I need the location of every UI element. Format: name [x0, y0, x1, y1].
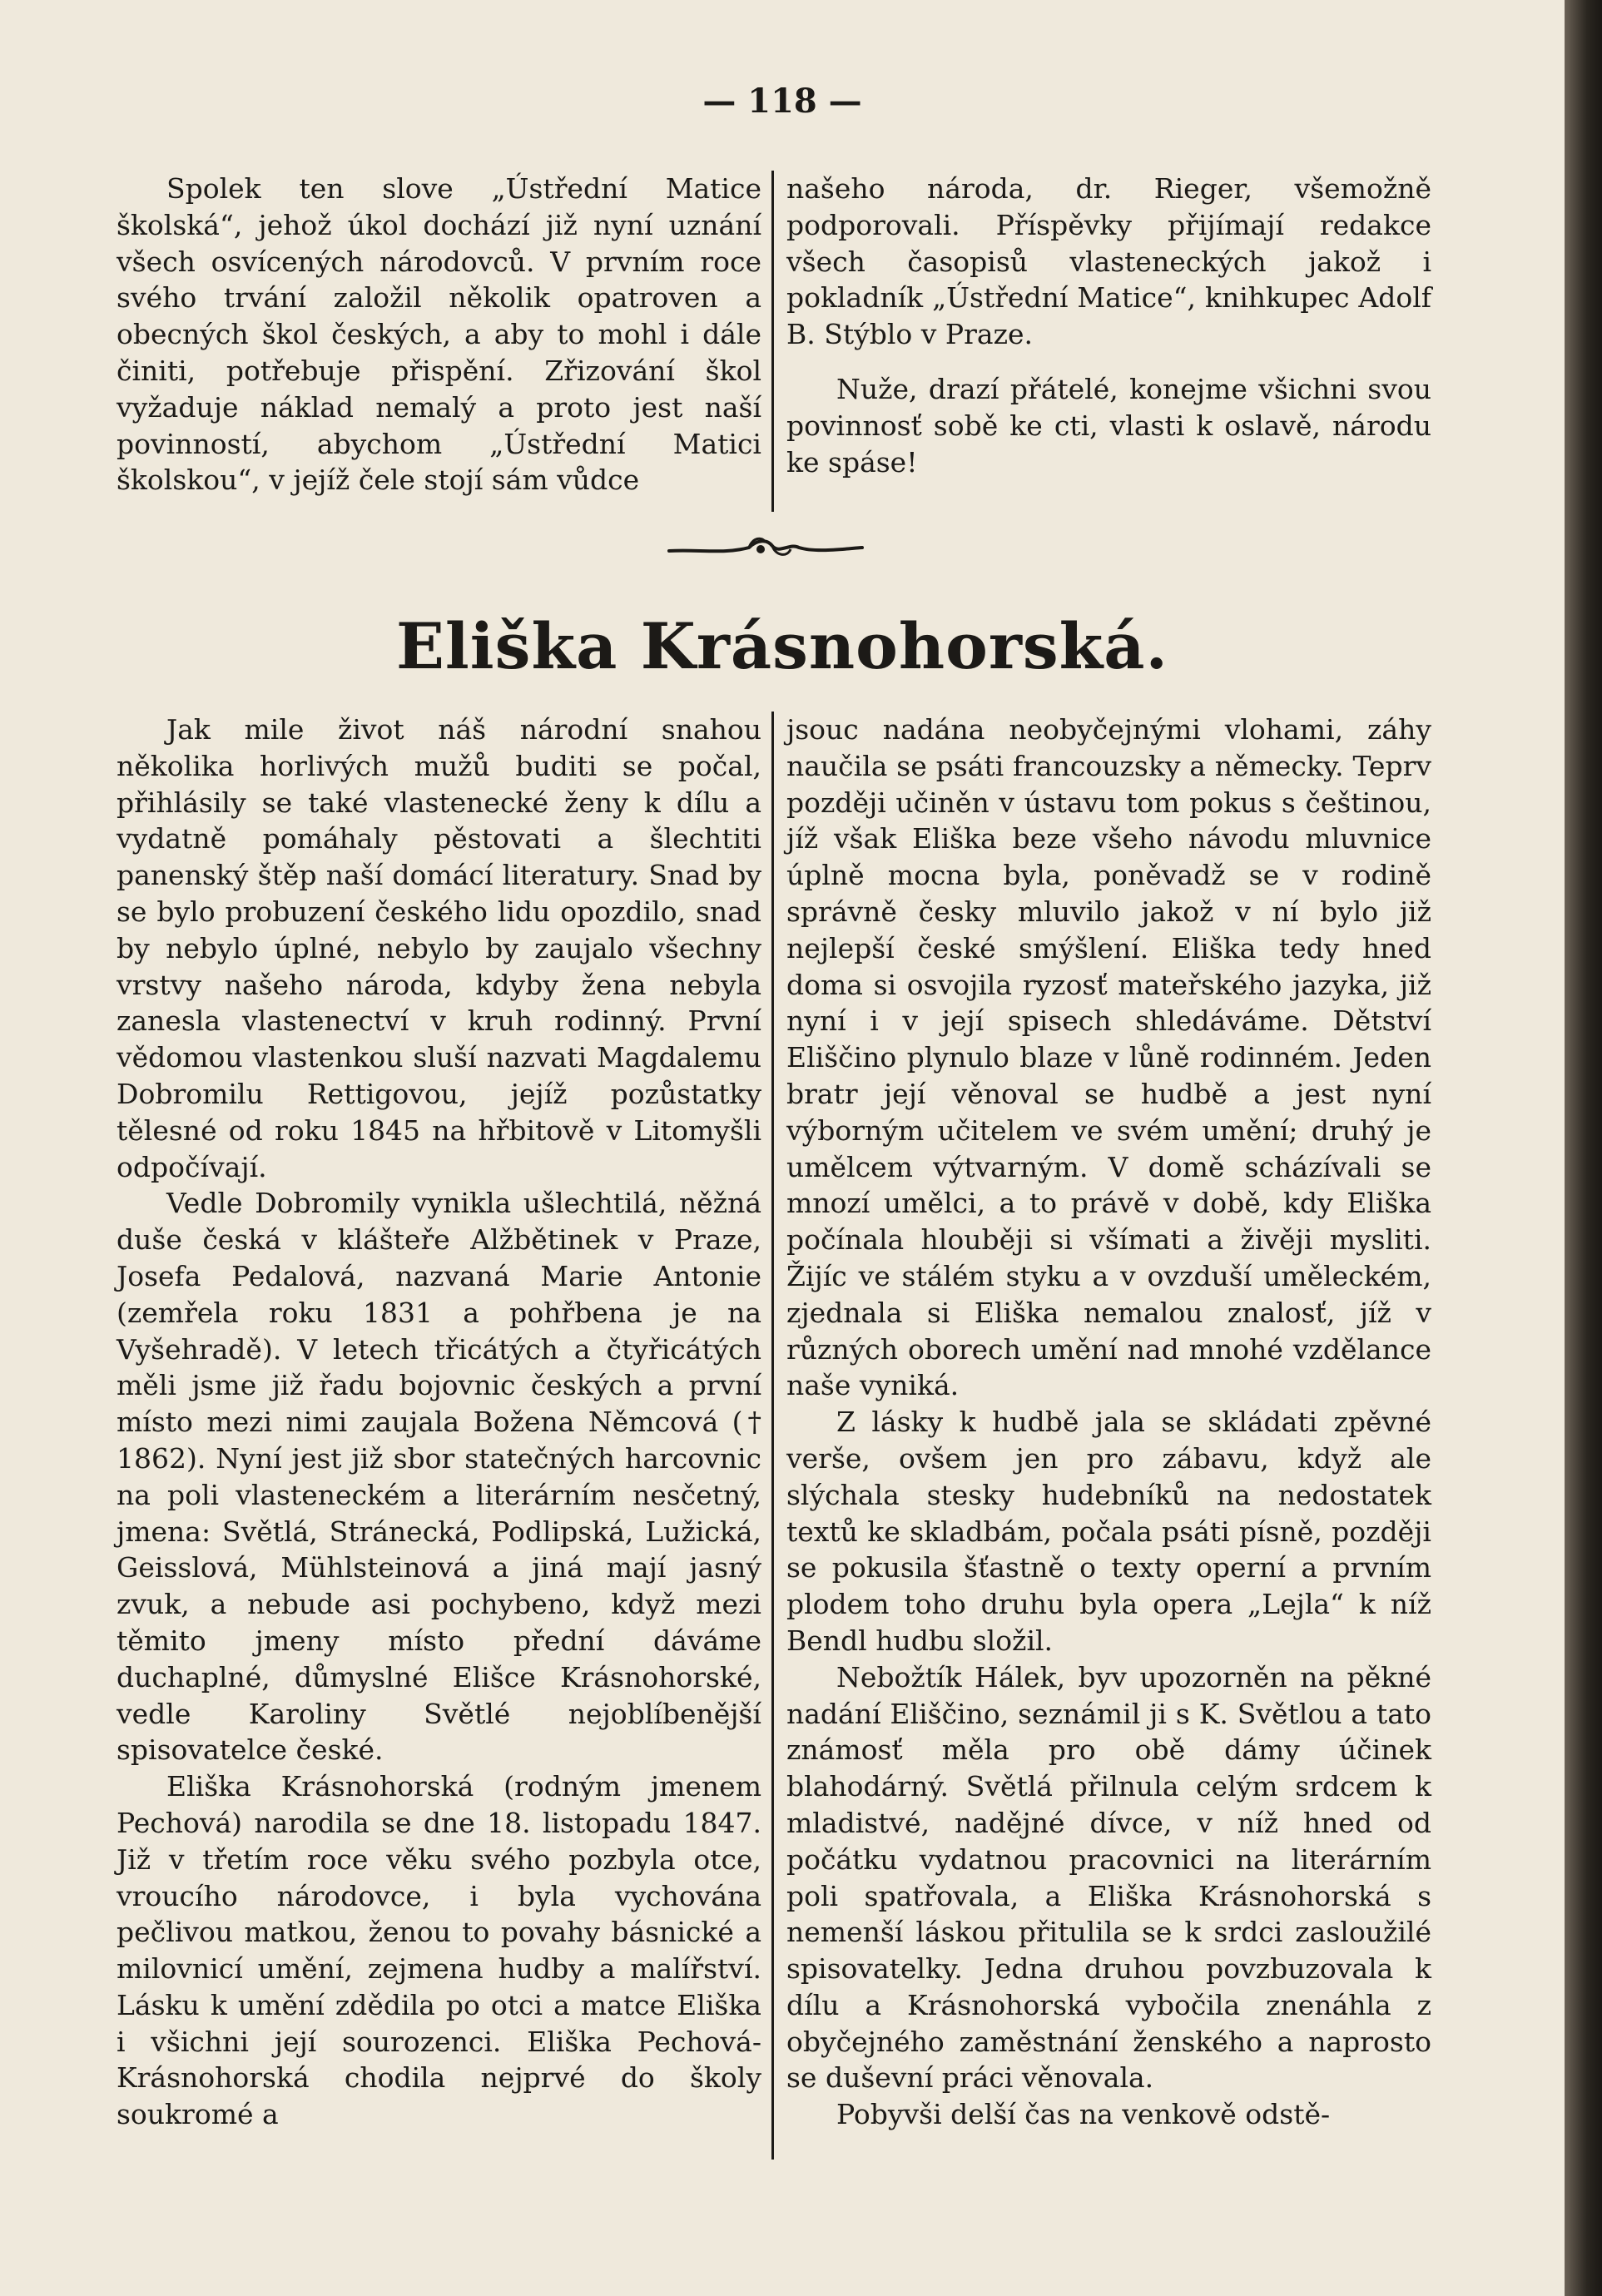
paragraph: jsouc nadána neobyčejnými vlohami, záhy naučila se psáti francouzsky a německy. Teprv později učiněn v ústavu tom pokus s češtinou, jíž však Eliška beze všeho návodu mluvnice úplně mocna byla, poněvadž se v rodině správně česky mluvilo jakož v ní bylo již nejlepší české smýšlení. Eliška tedy hned doma si osvojila ryzosť mateřského jazyka, již nyní i v její spisech shledáváme. Dětství Eliščino plynulo blaze v lůně rodinném. Jeden bratr její věnoval se hudbě a jest nyní výborným učitelem ve svém umění; druhý je umělcem výtvarným. V domě scházívali se mnozí umělci, a to právě v době, kdy Eliška počínala hlouběji si všímati a živěji mysliti. Žijíc ve stálém styku a v ovzduší uměleckém, zjednala si Eliška nemalou znalosť, jíž v různých oborech umění nad mnohé vzdělance naše vyniká.: [786, 713, 1431, 1402]
paragraph: Jak mile život náš národní snahou několika horlivých mužů buditi se počal, přihlásily se také vlastenecké ženy k dílu a vydatně pomáhaly pěstovati a šlechtiti panenský štěp naší domácí literatury. Snad by se bylo probuzení českého lidu opozdilo, snad by nebylo úplné, nebylo by zaujalo všechny vrstvy našeho národa, kdyby žena nebyla zanesla vlastenectví v kruh rodinný. První vědomou vlastenkou sluší nazvati Magdalemu Dobromilu Rettigovou, jejíž pozůstatky tělesné od roku 1845 na hřbitově v Litomyšli odpočívají.: [117, 713, 761, 1183]
article-body: [117, 712, 1431, 2160]
appeal-right-column: [778, 171, 1431, 512]
paragraph: Z lásky k hudbě jala se skládati zpěvné verše, ovšem jen pro zábavu, když ale slýchala stesky hudebníků na nedostatek textů ke skladbám, počala psáti písně, později se pokusila šťastně o texty operní a prvním plodem toho druhu byla opera „Lejla“ k níž Bendl hudbu složil.: [786, 1406, 1431, 1657]
paragraph: Spolek ten slove „Ústřední Matice školská“, jehož úkol dochází již nyní uznání všech osvícených národovců. V prvním roce svého trvání založil několik opatroven a obecných škol českých, a aby to mohl i dále činiti, potřebuje přispění. Zřizování škol vyžaduje náklad nemalý a proto jest naší povinností, abychom „Ústřední Matici školskou“, v jejíž čele stojí sám vůdce: [117, 172, 761, 497]
appeal-section: [117, 171, 1431, 512]
paragraph: našeho národa, dr. Rieger, všemožně podporovali. Příspěvky přijímají redakce všech časopisů vlasteneckých jakož i pokladník „Ústřední Matice“, knihkupec Adolf B. Stýblo v Praze.: [786, 172, 1431, 351]
paragraph: Nebožtík Hálek, byv upozorněn na pěkné nadání Eliščino, seznámil ji s K. Světlou a tato známosť měla pro obě dámy účinek blahodárný. Světlá přilnula celým srdcem k mladistvé, nadějné dívce, v níž hned od počátku vydatnou pracovnici na literárním poli spatřovala, a Eliška Krásnohorská s nemenší láskou přitulila se k srdci zasloužilé spisovatelky. Jedna druhou povzbuzovala k dílu a Krásnohorská vybočila znenáhla z obyčejného zaměstnání ženského a naprosto se duševní práci věnovala.: [786, 1660, 1431, 2095]
article-left-column: [117, 712, 774, 2160]
page-number: — 118 —: [702, 82, 862, 121]
paragraph: Eliška Krásnohorská (rodným jmenem Pechová) narodila se dne 18. listopadu 1847. Již v třetím roce věku svého pozbyla otce, vroucího národovce, i byla vychována pečlivou matkou, ženou to povahy básnické a milovnicí umění, zejmena hudby a malířství. Lásku k umění zdědila po otci a matce Eliška i všichni její sourozenci. Eliška Pechová-Krásnohorská chodila nejprvé do školy soukromé a: [117, 1770, 761, 2131]
vine-flourish-ornament-icon: [666, 533, 865, 563]
paragraph: Nuže, drazí přátelé, konejme všichni svou povinnosť sobě ke cti, vlasti k oslavě, národu ke spáse!: [786, 372, 1431, 479]
article-right-column: [778, 712, 1431, 2160]
appeal-left-column: [117, 171, 774, 512]
paragraph: Vedle Dobromily vynikla ušlechtilá, něžná duše česká v klášteře Alžbětinek v Praze, Josefa Pedalová, nazvaná Marie Antonie (zemřela roku 1831 a pohřbena je na Vyšehradě). V letech třicátých a čtyřicátých měli jsme již řadu bojovnic českých a první místo mezi nimi zaujala Božena Němcová († 1862). Nyní jest již sbor statečných harcovnic na poli vlasteneckém a literárním nesčetný, jmena: Světlá, Stránecká, Podlipská, Lužická, Geisslová, Mühlsteinová a jiná mají jasný zvuk, a nebude asi pochybeno, když mezi těmito jmeny místo přední dáváme duchaplné, důmyslné Elišce Krásnohorské, vedle Karoliny Světlé nejoblíbenější spisovatelce české.: [117, 1187, 761, 1767]
paragraph: Pobyvši delší čas na venkově odstě-: [836, 2098, 1331, 2131]
article-title: Eliška Krásnohorská.: [395, 609, 1169, 683]
book-spine-edge: [1565, 0, 1602, 2296]
